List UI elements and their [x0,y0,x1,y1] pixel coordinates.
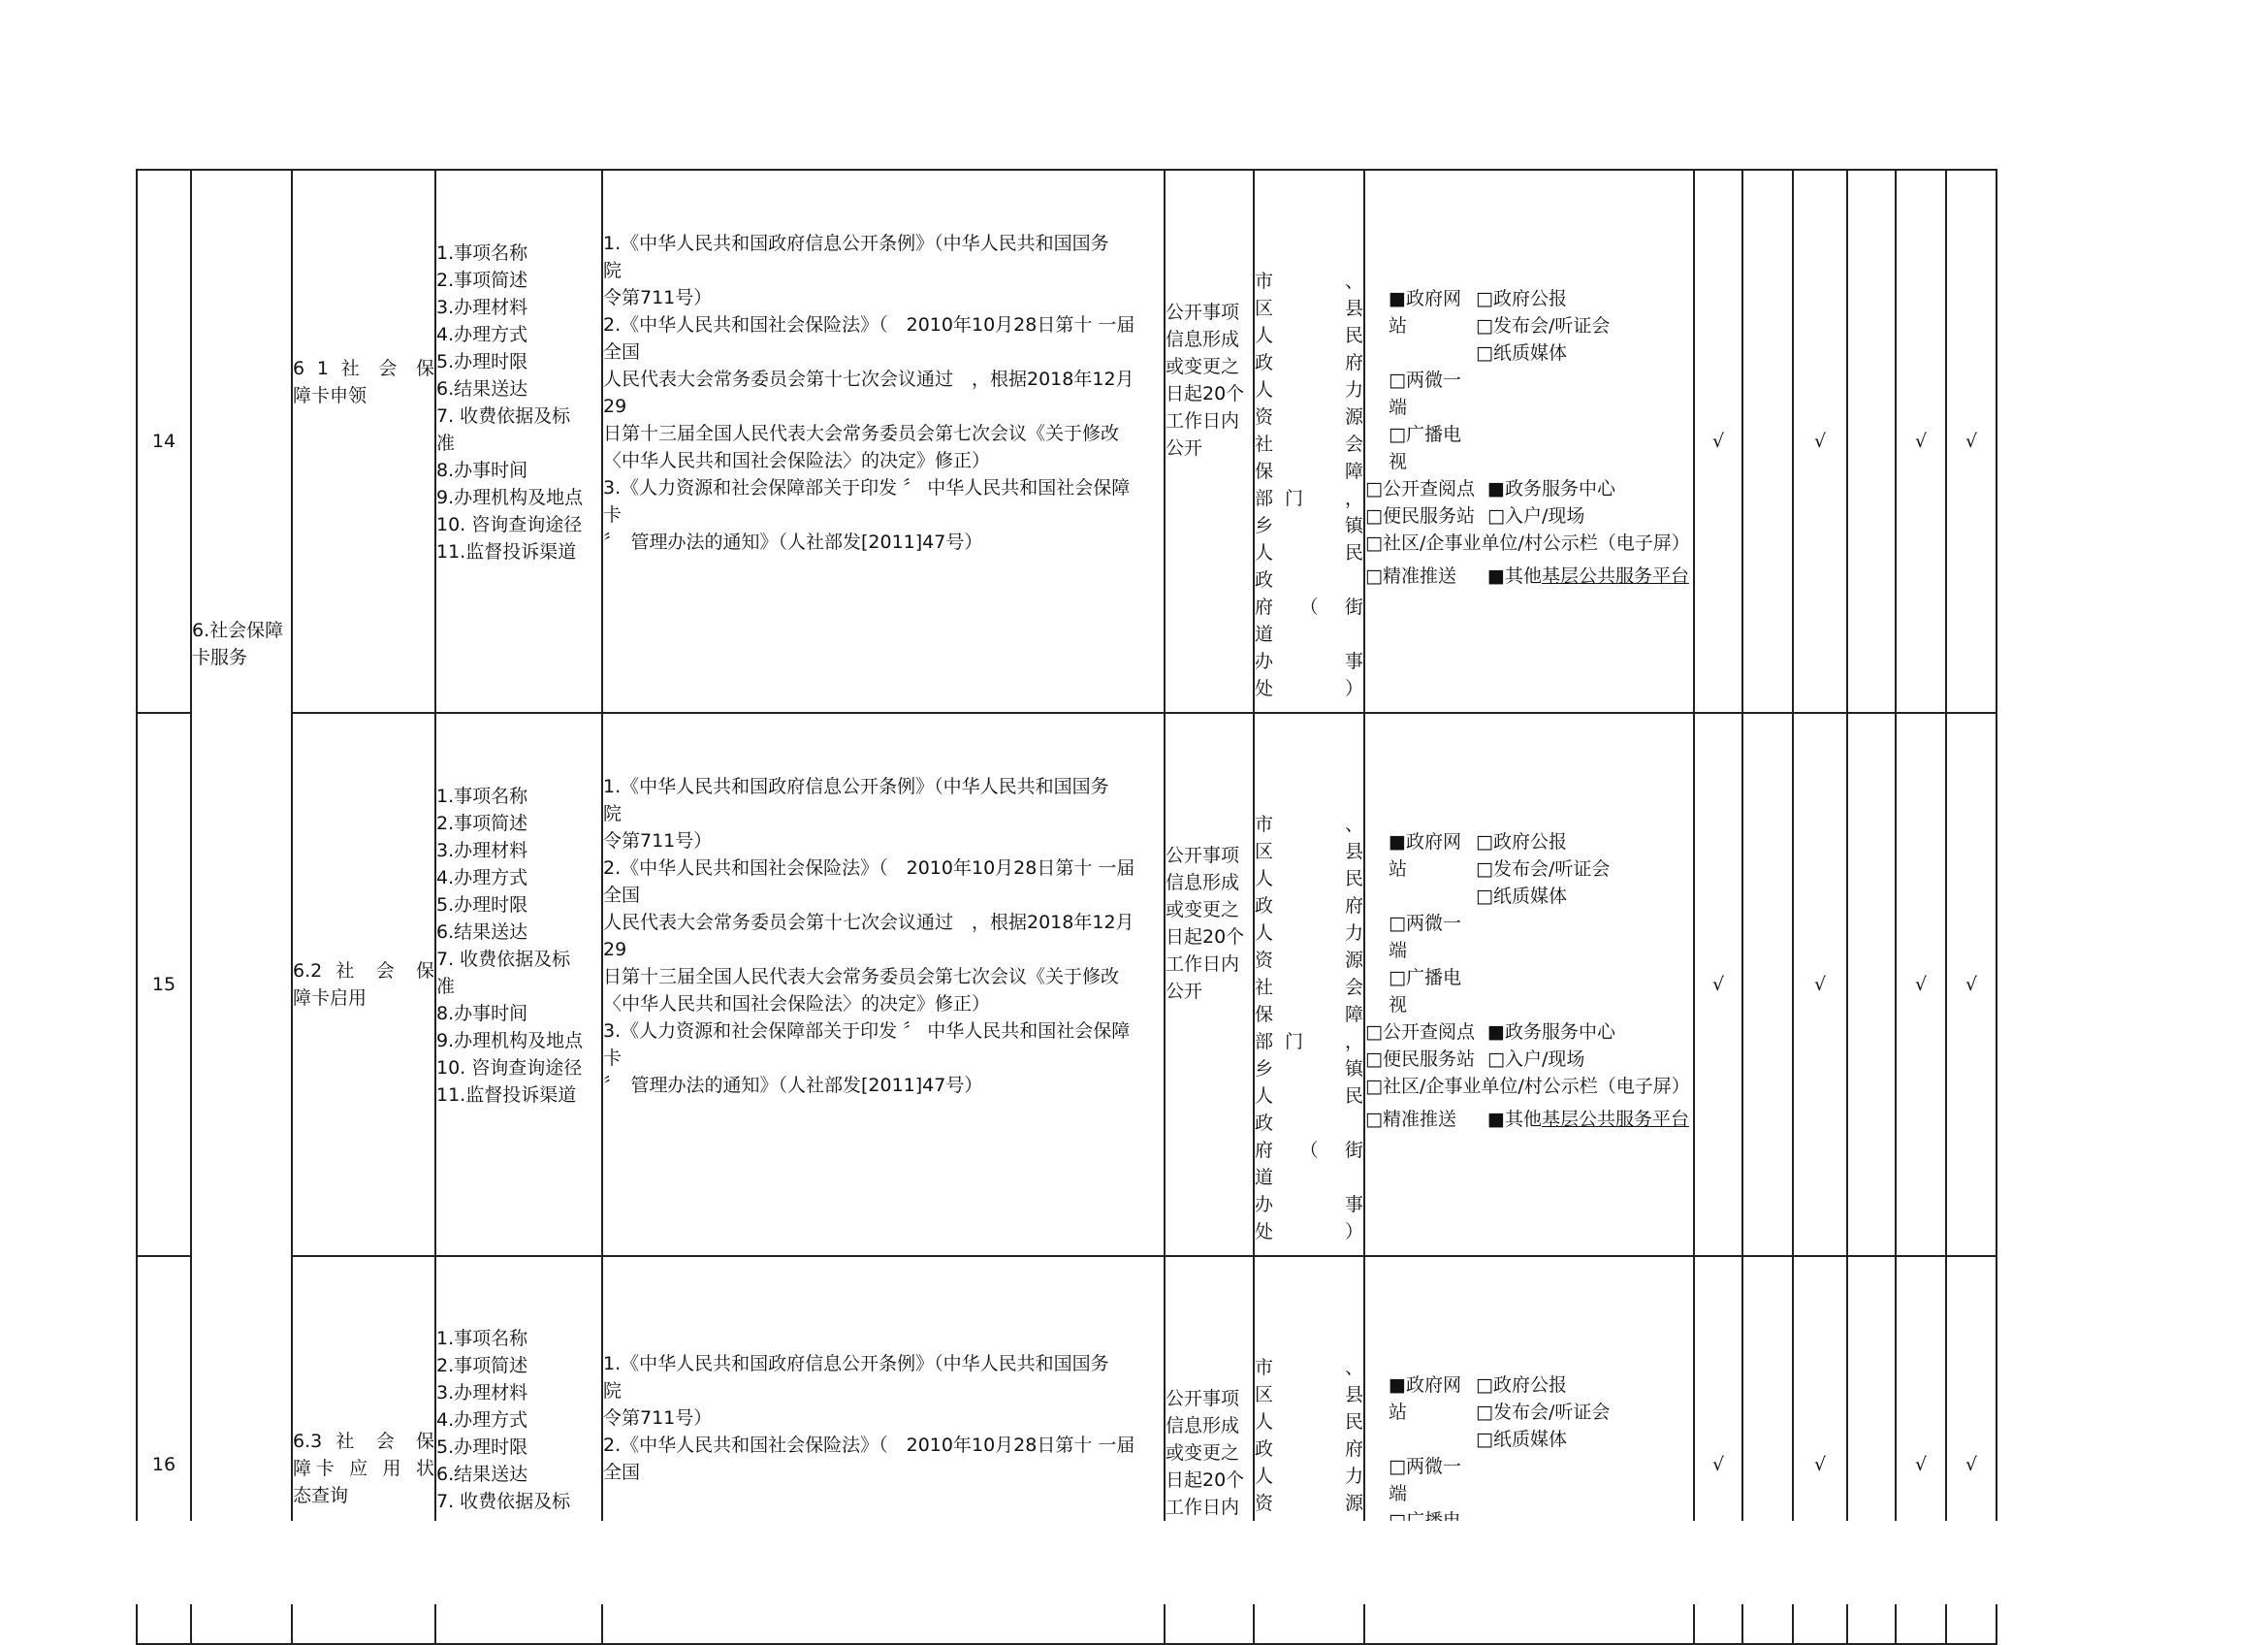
check-mark: √ [1694,713,1742,1256]
page-bottom-margin [0,1521,2268,1604]
disclosure-time-cell: 公开事项 信息形成 或变更之 日起20个 工作日内 公开 [1165,713,1254,1256]
check-mark: √ [1694,170,1742,713]
item-name-cell: 6 1 社 会 保 障卡申领 [292,170,435,713]
disclosure-items-cell: 1.事项名称 2.事项简述 3.办理材料 4.办理方式 5.办理时限 6.结果送达 7. 收费依据及标 [435,1256,602,1644]
row-index: 15 [137,713,191,1256]
legal-basis-cell: 1.《中华人民共和国政府信息公开条例》（中华人民共和国国务 院 令第711号） 2.《中华人民共和国社会保险法》（ 2010年10月28日第十 一届 全国 [602,1256,1165,1644]
item-name-cell: 6.3 社 会 保 障卡 应 用 状 态查询 [292,1256,435,1644]
check-mark [1847,170,1896,713]
disclosure-table [136,169,1997,1645]
check-mark: √ [1793,1256,1847,1644]
check-mark [1742,713,1793,1256]
row-index: 14 [137,170,191,713]
disclosure-subject-cell: 市 、 区 县 人 民 政 府 人 力 资 源 社 会 保障 部门 ， 乡 镇 人民 政 府（街 道 办事 处） [1254,713,1364,1256]
disclosure-channels-cell: ■政府网站□政府公报 □发布会/听证会 □两微一端□纸质媒体 [1364,1256,1694,1644]
table-row [137,713,1996,1256]
disclosure-channels-cell: ■政府网站□政府公报 □发布会/听证会 □两微一端□纸质媒体 □广播电视 □公开查阅点 ■政务服务中心 □便民服务站 □入户/现场 □社区/企事业单位/村公示栏（电子屏） □精准推送 ■其他基层公共服务平台 [1364,170,1694,713]
check-mark: √ [1896,170,1946,713]
disclosure-channels-cell: ■政府网站□政府公报 □发布会/听证会 □两微一端□纸质媒体 □广播电视 □公开查阅点 ■政务服务中心 □便民服务站 □入户/现场 □社区/企事业单位/村公示栏（电子屏） □精准推送 ■其他基层公共服务平台 [1364,713,1694,1256]
disclosure-time-cell: 公开事项 信息形成 或变更之 日起20个 工作日内 公开 [1165,170,1254,713]
disclosure-items-cell: 1.事项名称 2.事项简述 3.办理材料 4.办理方式 5.办理时限 6.结果送达 7. 收费依据及标 准 8.办事时间 9.办理机构及地点 10. 咨询查询途径 11.监督投诉渠道 [435,713,602,1256]
disclosure-subject-cell: 市 、 区 县 人 民 政 府 人 力 资 源 社 会 保障 部门 ， 乡 镇 人民 政 府（街 道 办事 处） [1254,170,1364,713]
disclosure-subject-cell: 市 、 区 县 人 民 政 府 人 力 资 源 [1254,1256,1364,1644]
check-mark [1847,713,1896,1256]
legal-basis-cell: 1.《中华人民共和国政府信息公开条例》（中华人民共和国国务 院 令第711号） 2.《中华人民共和国社会保险法》（ 2010年10月28日第十 一届 全国 人民代表大会常务委员会第十七次会议通过 ，根据2018年12月 29 日第十三届全国人民代表大会常务委员会第七次会议《关于修改 〈中华人民共和国社会保险法〉的决定》修正） 3.《人力资源和社会保障部关于印发 〞 中华人民共和国社会保障 卡 〞 管理办法的通知》（人社部发[2011]47号） [602,170,1165,713]
legal-basis-cell: 1.《中华人民共和国政府信息公开条例》（中华人民共和国国务 院 令第711号） 2.《中华人民共和国社会保险法》（ 2010年10月28日第十 一届 全国 人民代表大会常务委员会第十七次会议通过 ，根据2018年12月 29 日第十三届全国人民代表大会常务委员会第七次会议《关于修改 〈中华人民共和国社会保险法〉的决定》修正） 3.《人力资源和社会保障部关于印发 〞 中华人民共和国社会保障 卡 〞 管理办法的通知》（人社部发[2011]47号） [602,713,1165,1256]
check-mark [1742,170,1793,713]
check-mark: √ [1946,170,1996,713]
check-mark: √ [1896,1256,1946,1644]
item-name-cell: 6.2 社 会 保 障卡启用 [292,713,435,1256]
category-label: 6.社会保障卡服务 [192,620,284,668]
check-mark: √ [1896,713,1946,1256]
check-mark: √ [1694,1256,1742,1644]
check-mark: √ [1793,713,1847,1256]
row-index: 16 [137,1256,191,1644]
category-cell [191,170,292,1644]
disclosure-items-cell: 1.事项名称 2.事项简述 3.办理材料 4.办理方式 5.办理时限 6.结果送达 7. 收费依据及标 准 8.办事时间 9.办理机构及地点 10. 咨询查询途径 11.监督投诉渠道 [435,170,602,713]
check-mark: √ [1793,170,1847,713]
disclosure-time-cell: 公开事项 信息形成 或变更之 日起20个 工作日内 [1165,1256,1254,1644]
table-row [137,170,1996,713]
check-mark: √ [1946,1256,1996,1644]
check-mark: √ [1946,713,1996,1256]
